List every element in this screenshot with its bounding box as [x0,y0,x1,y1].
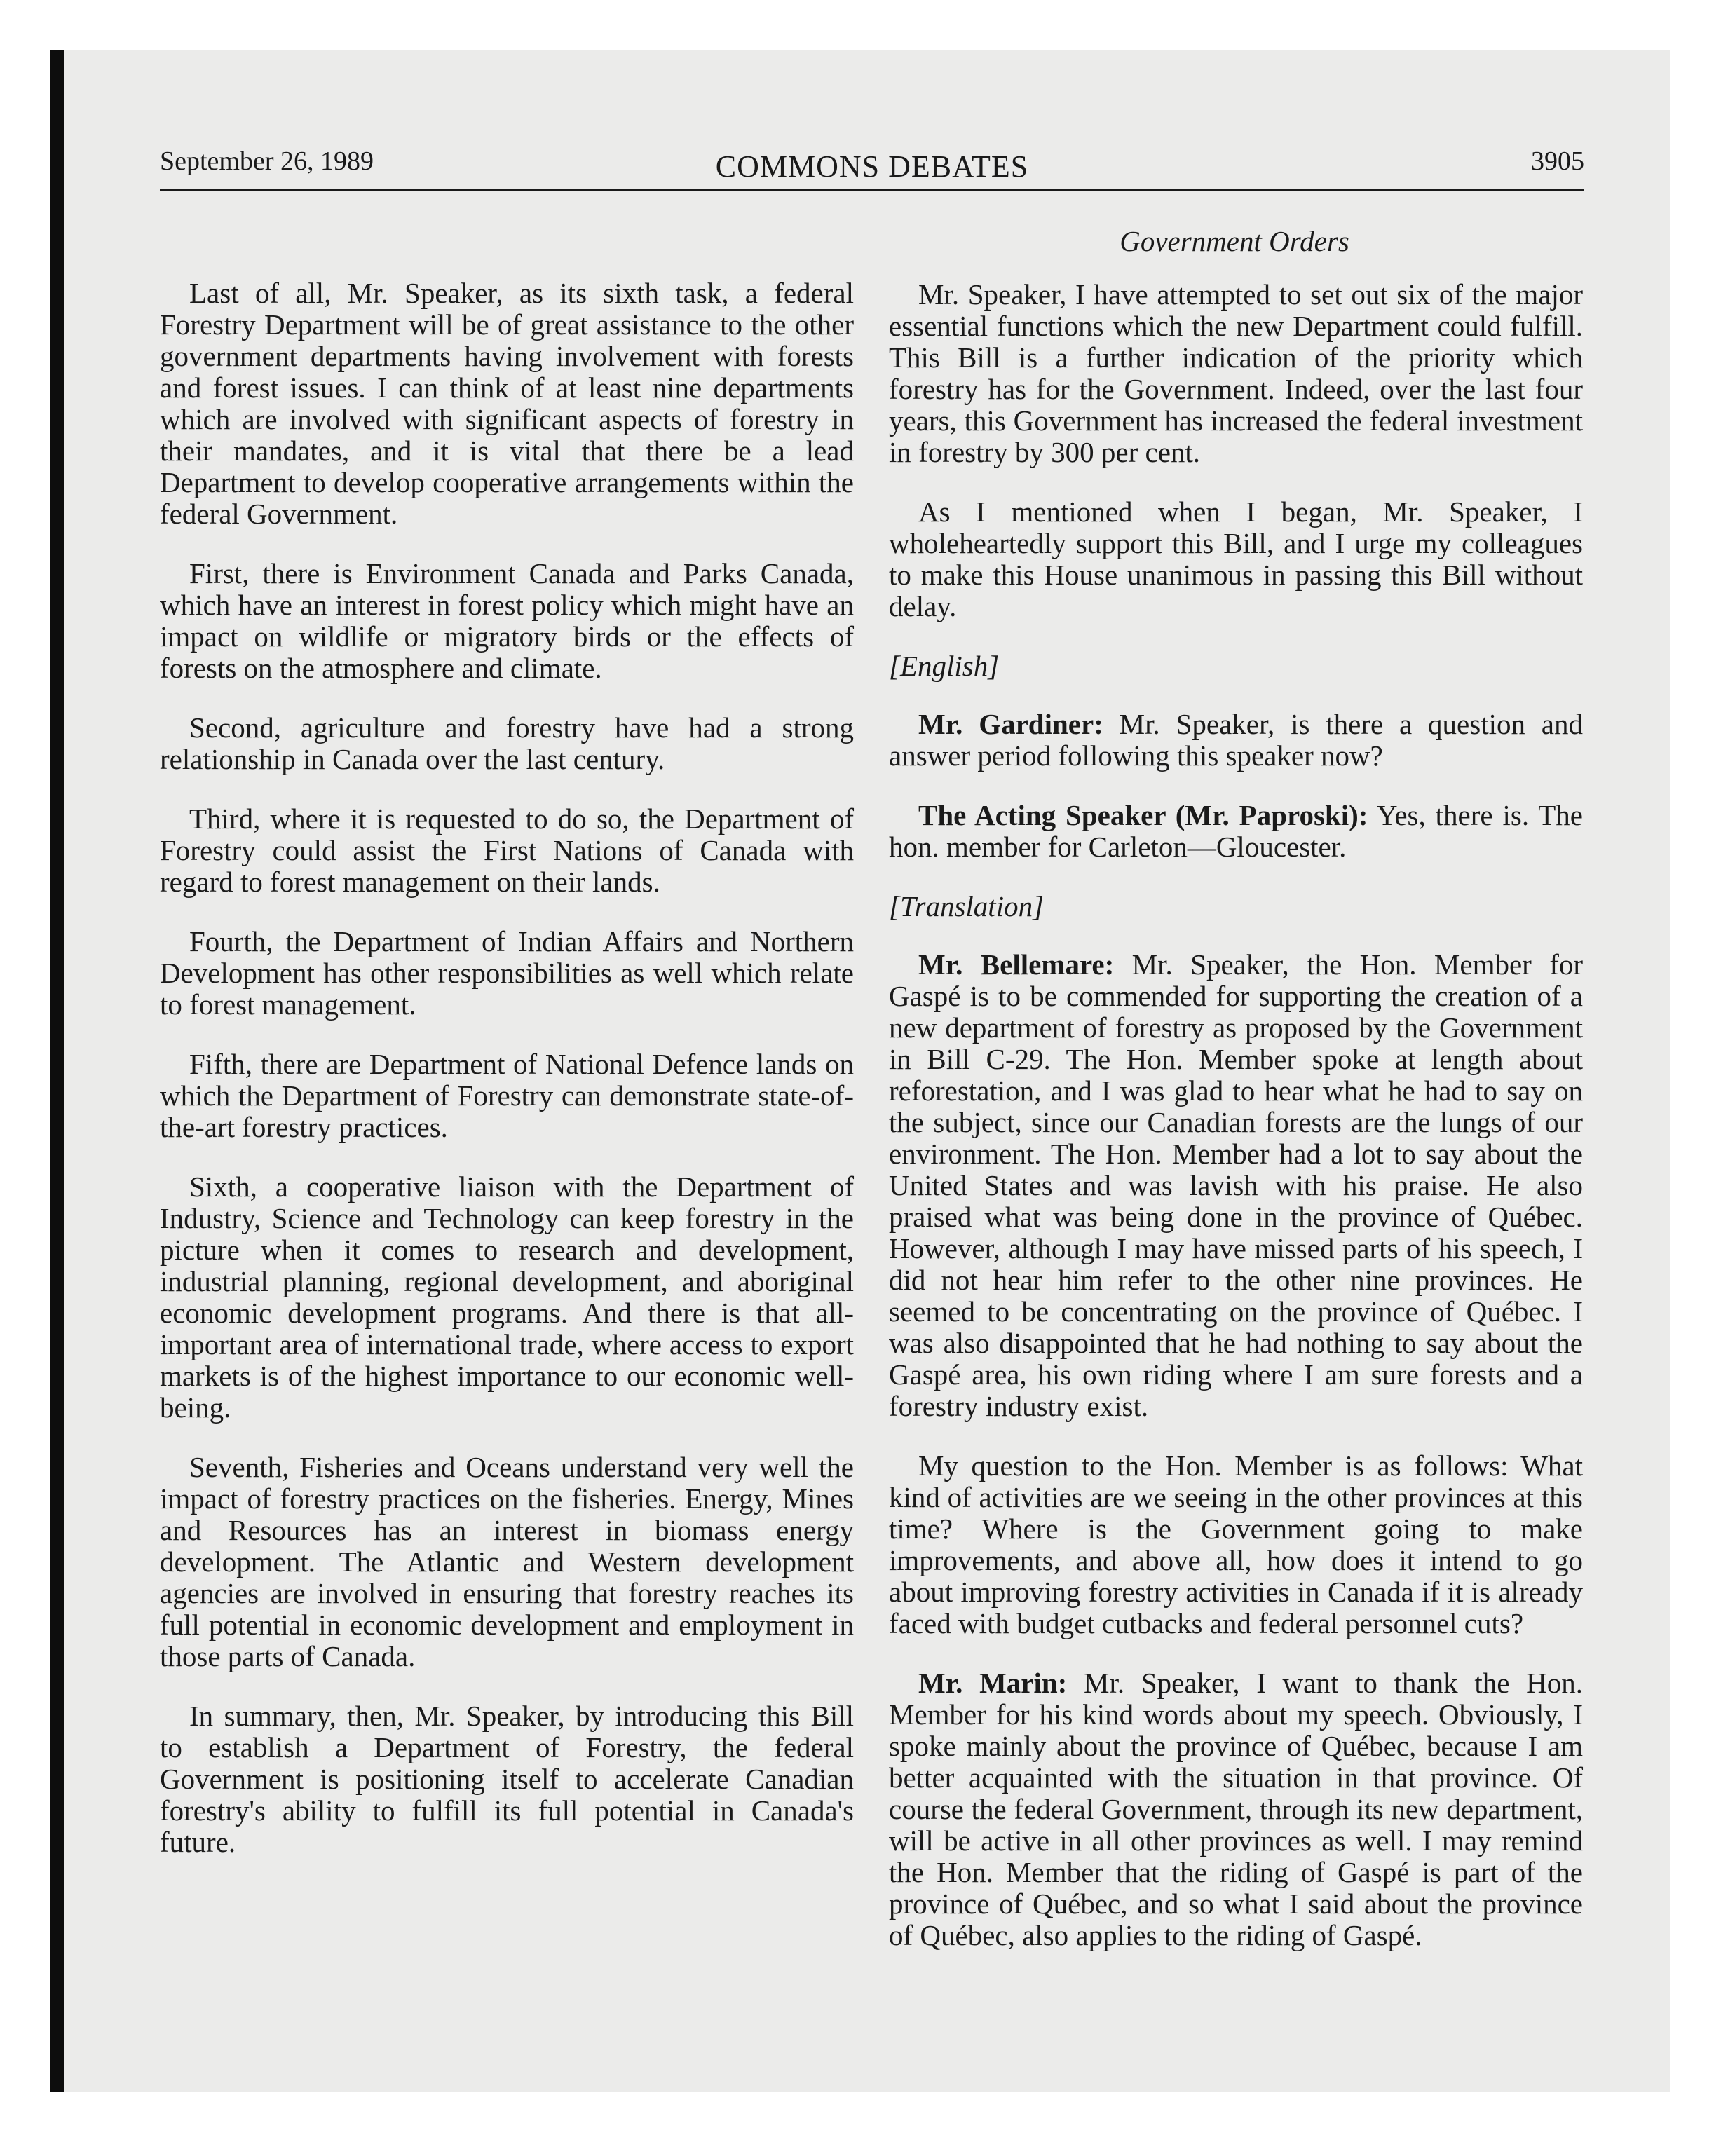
speech-text: Mr. Speaker, I want to thank the Hon. Member for his kind words about my speech. Obviously, I spoke mainly about the province of Québec, because I am better acquainted with the situation in that province. Of course the federal Government, through its new department, will be active in all other provinces as well. I may remind the Hon. Member that the riding of Gaspé is part of the province of Québec, and so what I said about the province of Québec, also applies to the riding of Gaspé. [889,1667,1583,1951]
paragraph: Sixth, a cooperative liaison with the Department of Industry, Science and Technology can keep forestry in the picture when it comes to research and development, industrial planning, regional development, and aboriginal economic development programs. And there is that all-important area of international trade, where access to export markets is of the highest importance to our economic well-being. [160,1171,854,1424]
paragraph: Fourth, the Department of Indian Affairs and Northern Development has other responsibilities as well which relate to forest management. [160,925,854,1021]
paragraph: In summary, then, Mr. Speaker, by introducing this Bill to establish a Department of Forestry, the federal Government is positioning itself to accelerate Canadian forestry's ability to fulfill its full potential in Canada's future. [160,1700,854,1858]
right-column [889,279,1583,1979]
speech-text: Mr. Speaker, is there a question and answer period following this speaker now? [889,708,1584,772]
speaker-name: The Acting Speaker (Mr. Paproski): [918,799,1368,831]
paragraph: My question to the Hon. Member is as follows: What kind of activities are we seeing in the other provinces at this time? Where is the Government going to make improvements, and above all, how does it intend to go about improving forestry activities in Canada if it is already faced with budget cutbacks and federal personnel cuts? [889,1449,1583,1639]
paragraph: Third, where it is requested to do so, the Department of Forestry could assist the First Nations of Canada with regard to forest management on their lands. [160,803,854,898]
speech-acting-speaker [889,800,1583,863]
scan-edge-bar [50,50,64,2092]
page-header [160,146,1584,188]
paragraph: First, there is Environment Canada and Parks Canada, which have an interest in forest policy which might have an impact on wildlife or migratory birds or the effects of forests on the atmosphere and climate. [160,557,854,684]
speaker-name: Mr. Gardiner: [918,708,1103,740]
paragraph: Second, agriculture and forestry have had a strong relationship in Canada over the last century. [160,711,854,775]
header-page-number: 3905 [1531,146,1584,176]
speech-marin [889,1667,1583,1951]
paragraph: Mr. Speaker, I have attempted to set out six of the major essential functions which the new Department could fulfill. This Bill is a further indication of the priority which forestry has for the Government. Indeed, over the last four years, this Government has increased the federal investment in forestry by 300 per cent. [889,278,1583,468]
speech-text: Yes, there is. The hon. member for Carleton—Gloucester. [889,799,1583,863]
speech-gardiner [889,709,1583,772]
speaker-name: Mr. Marin: [918,1667,1068,1699]
speech-text: Mr. Speaker, the Hon. Member for Gaspé is to be commended for supporting the creation of a new department of forestry as proposed by the Government in Bill C-29. The Hon. Member spoke at length about reforestation, and I was glad to hear what he had to say on the subject, since our Canadian forests are the lungs of our environment. The Hon. Member had a lot to say about the United States and was lavish with his praise. He also praised what was being done in the province of Québec. However, although I may have missed parts of his speech, I did not hear him refer to the other nine provinces. He seemed to be concentrating on the province of Québec. I was also disappointed that he had nothing to say about the Gaspé area, his own riding where I am sure forests and a forestry industry exist. [889,948,1584,1422]
language-tag-translation: [Translation] [889,890,1045,922]
paragraph: As I mentioned when I began, Mr. Speaker, I wholeheartedly support this Bill, and I urge my colleagues to make this House unanimous in passing this Bill without delay. [889,496,1583,622]
header-date: September 26, 1989 [160,146,374,176]
paragraph: Seventh, Fisheries and Oceans understand very well the impact of forestry practices on the fisheries. Energy, Mines and Resources has an interest in biomass energy development. The Atlantic and Western development agencies are involved in ensuring that forestry reaches its full potential in economic development and employment in those parts of Canada. [160,1451,854,1672]
paragraph: Last of all, Mr. Speaker, as its sixth task, a federal Forestry Department will be of great assistance to the other government departments having involvement with forests and forest issues. I can think of at least nine departments which are involved with significant aspects of forestry in their mandates, and it is vital that there be a lead Department to develop cooperative arrangements within the federal Government. [160,277,854,530]
speaker-name: Mr. Bellemare: [918,948,1115,981]
section-label: Government Orders [1120,225,1349,257]
paragraph: Fifth, there are Department of National Defence lands on which the Department of Forestry can demonstrate state-of-the-art forestry practices. [160,1048,854,1143]
left-column [160,278,854,1886]
speech-bellemare [889,949,1583,1422]
language-tag-english: [English] [889,650,1000,682]
header-title: COMMONS DEBATES [715,149,1029,184]
header-rule [160,189,1584,191]
